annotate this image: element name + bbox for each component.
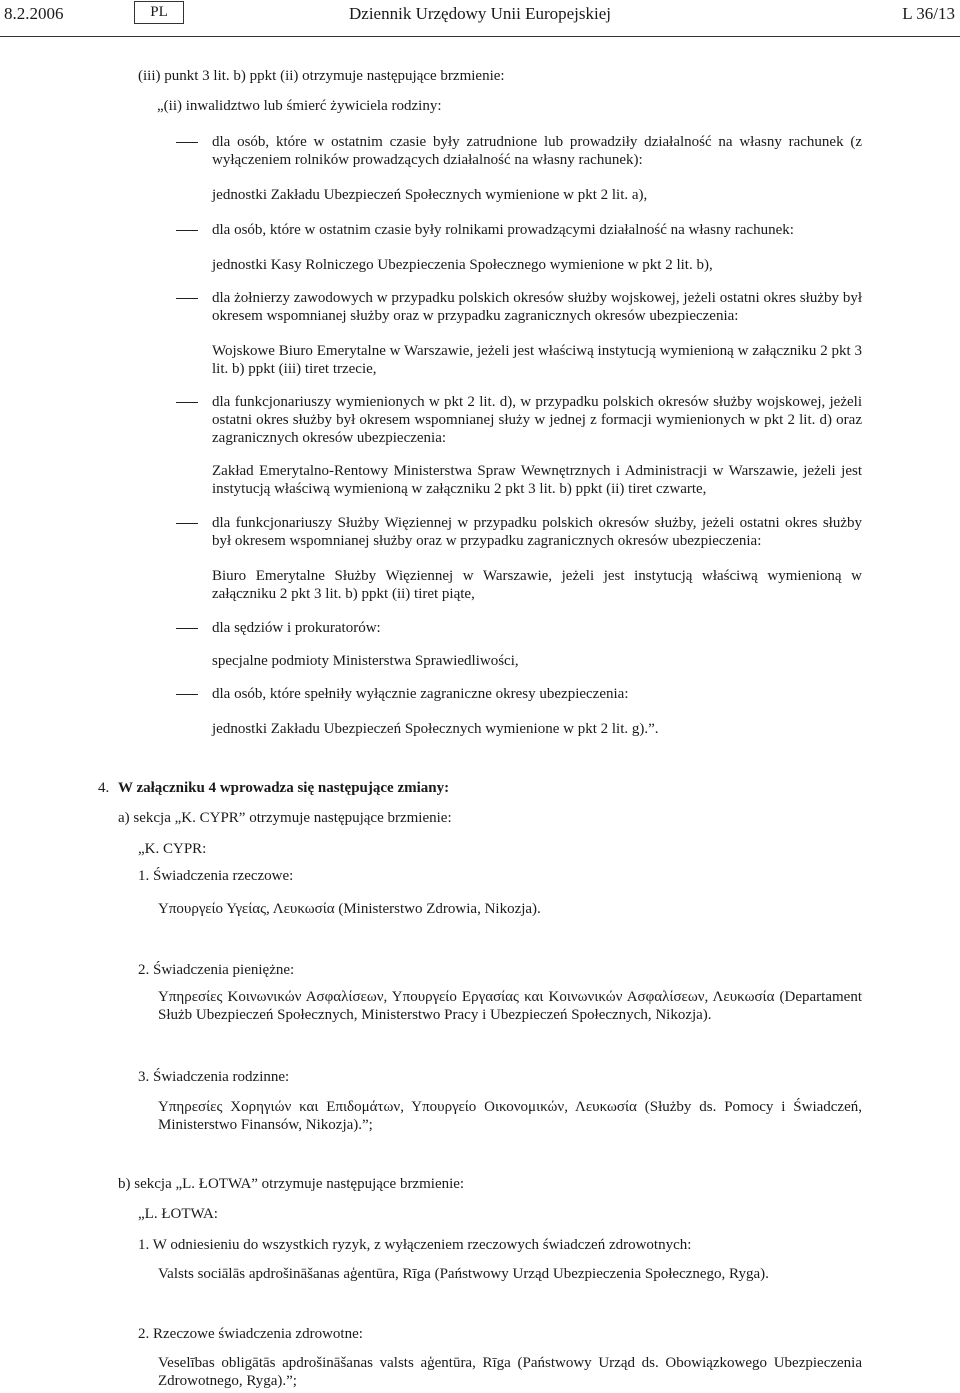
dash-2 (176, 221, 198, 231)
page-header (0, 4, 960, 30)
quoted-heading: „(ii) inwalidztwo lub śmierć żywiciela rodziny: (157, 98, 442, 114)
dash-2-institution: jednostki Kasy Rolniczego Ubezpieczenia Społecznego wymienione w pkt 2 lit. b), (212, 257, 713, 273)
journal-title: Dziennik Urzędowy Unii Europejskiej (349, 4, 612, 23)
dash-3-text: dla żołnierzy zawodowych w przypadku polskich okresów służby wojskowej, jeżeli ostatni okres służby był okresem wspomnianej służby oraz w przypadku zagranicznych okresów ubezpieczenia: (212, 290, 862, 324)
dash-7-institution: jednostki Zakładu Ubezpieczeń Społecznych wymienione w pkt 2 lit. g).”. (212, 721, 659, 737)
item-4-number: 4. (98, 780, 110, 796)
dash-6-institution: specjalne podmioty Ministerstwa Sprawiedliwości, (212, 653, 519, 669)
dash-5 (176, 514, 198, 524)
dash-5-institution: Biuro Emerytalne Służby Więziennej w Warszawie, jeżeli jest instytucją właściwą wymienioną w załączniku 2 pkt 3 lit. b) ppkt (ii) tiret piąte, (212, 568, 862, 602)
cyprus-1-text: Υπουργείο Υγείας, Λευκωσία (Ministerstwo Zdrowia, Nikozja). (158, 901, 541, 917)
language-box: PL (134, 1, 184, 24)
dash-3 (176, 289, 198, 299)
section-b-intro: b) sekcja „L. ŁOTWA” otrzymuje następujące brzmienie: (118, 1176, 465, 1192)
item-4-title: W załączniku 4 wprowadza się następujące zmiany: (118, 780, 450, 796)
latvia-2-title: 2. Rzeczowe świadczenia zdrowotne: (138, 1326, 363, 1342)
cyprus-3-title: 3. Świadczenia rodzinne: (138, 1069, 290, 1085)
dash-4-institution: Zakład Emerytalno-Rentowy Ministerstwa Spraw Wewnętrznych i Administracji w Warszawie, jeżeli jest instytucją właściwą wymienioną w załączniku 2 pkt 3 lit. b) ppkt (ii) tiret czwarte, (212, 463, 862, 497)
section-intro: (iii) punkt 3 lit. b) ppkt (ii) otrzymuje następujące brzmienie: (138, 68, 505, 84)
header-rule (0, 36, 960, 37)
latvia-1-title: 1. W odniesieniu do wszystkich ryzyk, z wyłączeniem rzeczowych świadczeń zdrowotnych: (138, 1237, 692, 1253)
dash-5-text: dla funkcjonariuszy Służby Więziennej w przypadku polskich okresów służby, jeżeli ostatni okres służby był okresem wspomnianej służby oraz w przypadku zagranicznych okresów ubezpieczenia: (212, 515, 862, 549)
dash-6 (176, 619, 198, 629)
cyprus-1-title: 1. Świadczenia rzeczowe: (138, 868, 294, 884)
cyprus-2-title: 2. Świadczenia pieniężne: (138, 962, 295, 978)
page-reference: L 36/13 (902, 4, 955, 23)
dash-4 (176, 393, 198, 403)
latvia-heading: „L. ŁOTWA: (138, 1206, 218, 1222)
cyprus-heading: „K. CYPR: (138, 841, 207, 857)
latvia-2-text: Veselības obligātās apdrošināšanas valsts aģentūra, Rīga (Państwowy Urząd ds. Obowiązkowego Ubezpieczenia Zdrowotnego, Ryga).”; (158, 1355, 862, 1389)
dash-1-text: dla osób, które w ostatnim czasie były zatrudnione lub prowadziły działalność na własny rachunek (z wyłączeniem rolników prowadzących działalność na własny rachunek): (212, 134, 862, 168)
dash-3-institution: Wojskowe Biuro Emerytalne w Warszawie, jeżeli jest właściwą instytucją wymienioną w załączniku 2 pkt 3 lit. b) ppkt (iii) tiret trzecie, (212, 343, 862, 377)
dash-7 (176, 685, 198, 695)
cyprus-2-text: Υπηρεσίες Κοινωνικών Ασφαλίσεων, Υπουργείο Εργασίας και Κοινωνικών Ασφαλίσεων, Λευκωσία (Departament Służb Ubezpieczeń Społecznych, Ministerstwo Pracy i Ubezpieczeń Społecznych, Nikozja). (158, 989, 862, 1023)
latvia-1-text: Valsts sociālās apdrošināšanas aģentūra, Rīga (Państwowy Urząd Ubezpieczenia Społecznego, Ryga). (158, 1266, 769, 1282)
dash-1 (176, 133, 198, 143)
dash-2-text: dla osób, które w ostatnim czasie były rolnikami prowadzącymi działalność na własny rachunek: (212, 222, 794, 238)
publication-date: 8.2.2006 (4, 4, 64, 23)
dash-7-text: dla osób, które spełniły wyłącznie zagraniczne okresy ubezpieczenia: (212, 686, 629, 702)
cyprus-3-text: Υπηρεσίες Χορηγιών και Επιδομάτων, Υπουργείο Οικονομικών, Λευκωσία (Służby ds. Pomocy i Świadczeń, Ministerstwo Finansów, Nikozja).”; (158, 1099, 862, 1133)
dash-1-institution: jednostki Zakładu Ubezpieczeń Społecznych wymienione w pkt 2 lit. a), (212, 187, 648, 203)
dash-6-text: dla sędziów i prokuratorów: (212, 620, 381, 636)
section-a-intro: a) sekcja „K. CYPR” otrzymuje następujące brzmienie: (118, 810, 452, 826)
dash-4-text: dla funkcjonariuszy wymienionych w pkt 2 lit. d), w przypadku polskich okresów służby wojskowej, jeżeli ostatni okres służby był okresem wspomnianej służy w jednej z formacji wymienionych w pkt 2 lit. d) oraz zagranicznych okresów ubezpieczenia: (212, 394, 862, 446)
